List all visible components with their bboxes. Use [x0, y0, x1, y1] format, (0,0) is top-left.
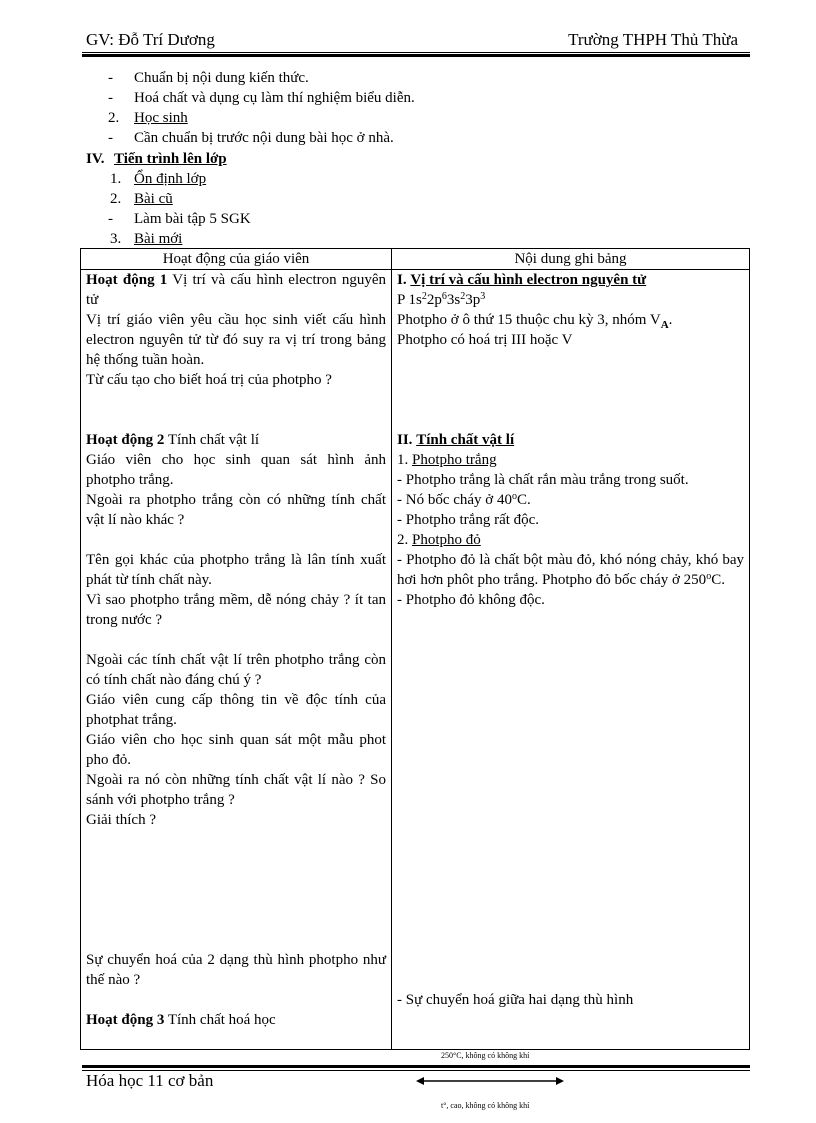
allotrope-conversion: - Sự chuyển hoá giữa hai dạng thù hình	[397, 992, 634, 1008]
col-header-teacher: Hoạt động của giáo viên	[81, 249, 392, 270]
table-header-row	[81, 249, 750, 270]
activity-1-text-2: Từ cấu tạo cho biết hoá trị của photpho ?	[86, 372, 332, 388]
step-1-number: 1.	[110, 171, 122, 187]
white-p-fact-3: - Photpho trắng rất độc.	[397, 512, 540, 528]
white-p-fact-1: - Photpho trắng là chất rắn màu trắng trong suốt.	[397, 472, 689, 488]
activity-1-subtitle: Vị trí và cấu hình electron nguyên tử	[86, 272, 386, 308]
activity-1-title: Hoạt động 1	[86, 272, 168, 288]
activity-2-text-4: Vì sao photpho trắng mềm, dễ nóng chảy ? ít tan trong nước ?	[86, 592, 386, 628]
activity-2-text-8: Ngoài ra nó còn những tính chất vật lí nào ? So sánh với photpho trắng ?	[86, 772, 386, 808]
board-content-cell	[392, 270, 750, 1050]
dash-marker: -	[108, 130, 113, 146]
footer-rule-thick	[82, 1065, 750, 1068]
activity-2-text-2: Ngoài ra photpho trắng còn có những tính chất vật lí nào khác ?	[86, 492, 386, 528]
activity-3-title: Hoạt động 3	[86, 1012, 165, 1028]
table-row	[81, 270, 750, 1050]
activity-2-title: Hoạt động 2	[86, 432, 165, 448]
red-p-title: Photpho đỏ	[412, 532, 481, 548]
arrow-bottom-label: t°, cao, không có không khí	[441, 1101, 530, 1110]
section-4-number: IV.	[86, 151, 105, 167]
activity-3-subtitle: Tính chất hoá học	[164, 1012, 276, 1028]
activity-1-text-1: Vị trí giáo viên yêu cầu học sinh viết cấu hình electron nguyên tử từ đó suy ra vị trí trong bảng hệ thống tuần hoàn.	[86, 312, 386, 368]
white-p-fact-2: - Nó bốc cháy ở 40$^o$C.	[397, 491, 531, 508]
header-rule-thin	[82, 52, 750, 53]
activity-2-text-5: Ngoài các tính chất vật lí trên photpho trắng còn có tính chất nào đáng chú ý ?	[86, 652, 386, 688]
prep-bullet-3: Cần chuẩn bị trước nội dung bài học ở nhà.	[134, 130, 394, 146]
section-4-title: Tiến trình lên lớp	[114, 151, 227, 167]
item-2-number: 2.	[108, 110, 120, 126]
position-text: Photpho ở ô thứ 15 thuộc chu kỳ 3, nhóm $V_A$.	[397, 312, 673, 331]
step-2-number: 2.	[110, 191, 122, 207]
board-section-2-title: Tính chất vật lí	[416, 432, 515, 448]
dash-marker: -	[108, 70, 113, 86]
board-section-1-title: Vị trí và cấu hình electron nguyên tử	[410, 272, 647, 288]
electron-config: P $1s^22p^63s^23p^3$	[397, 291, 486, 308]
red-p-number: 2.	[397, 532, 409, 548]
double-arrow-icon	[416, 1076, 564, 1086]
prep-bullet-2: Hoá chất và dụng cụ làm thí nghiệm biểu diễn.	[134, 90, 415, 106]
prep-bullet-1: Chuẩn bị nội dung kiến thức.	[134, 70, 309, 86]
board-section-2-number: II.	[397, 432, 413, 448]
page-header	[86, 30, 750, 52]
red-p-fact-1: - Photpho đỏ là chất bột màu đỏ, khó nóng chảy, khó bay hơi hơn phôt pho trắng. Photpho đỏ bốc cháy ở 250$^o$C.	[397, 552, 744, 588]
activity-2-text-10: Sự chuyển hoá của 2 dạng thù hình photpho như thế nào ?	[86, 952, 386, 988]
activity-2-text-9: Giải thích ?	[86, 812, 156, 828]
step-3-number: 3.	[110, 231, 122, 247]
header-rule-thick	[82, 54, 750, 57]
step-3-label: Bài mới	[134, 231, 183, 247]
red-p-fact-2: - Photpho đỏ không độc.	[397, 592, 545, 608]
item-2-label: Học sinh	[134, 110, 188, 126]
activity-2-subtitle: Tính chất vật lí	[164, 432, 260, 448]
homework-bullet: Làm bài tập 5 SGK	[134, 211, 251, 227]
dash-marker: -	[108, 90, 113, 106]
activity-2-text-1: Giáo viên cho học sinh quan sát hình ảnh photpho trắng.	[86, 452, 386, 488]
arrow-top-label: 250°C, không có không khí	[441, 1051, 530, 1060]
valence-text: Photpho có hoá trị III hoặc V	[397, 332, 573, 348]
activity-2-text-3: Tên gọi khác của photpho trắng là lân tính xuất phát từ tính chất này.	[86, 552, 386, 588]
col-header-board: Nội dung ghi bảng	[392, 249, 750, 270]
board-section-1-number: I.	[397, 272, 407, 288]
teacher-activities-cell	[81, 270, 392, 1050]
school-name: Trường THPH Thủ Thừa	[568, 30, 738, 49]
step-2-label: Bài cũ	[134, 191, 173, 207]
footer-course: Hóa học 11 cơ bản	[86, 1071, 214, 1090]
step-1-label: Ổn định lớp	[134, 171, 207, 187]
dash-marker: -	[108, 211, 113, 227]
teacher-name: GV: Đỗ Trí Dương	[86, 30, 215, 49]
white-p-title: Photpho trắng	[412, 452, 497, 468]
white-p-number: 1.	[397, 452, 409, 468]
activity-2-text-7: Giáo viên cho học sinh quan sát một mẫu phot pho đỏ.	[86, 732, 386, 768]
activity-2-text-6: Giáo viên cung cấp thông tin về độc tính của photphat trắng.	[86, 692, 386, 728]
lesson-table	[80, 248, 750, 1050]
